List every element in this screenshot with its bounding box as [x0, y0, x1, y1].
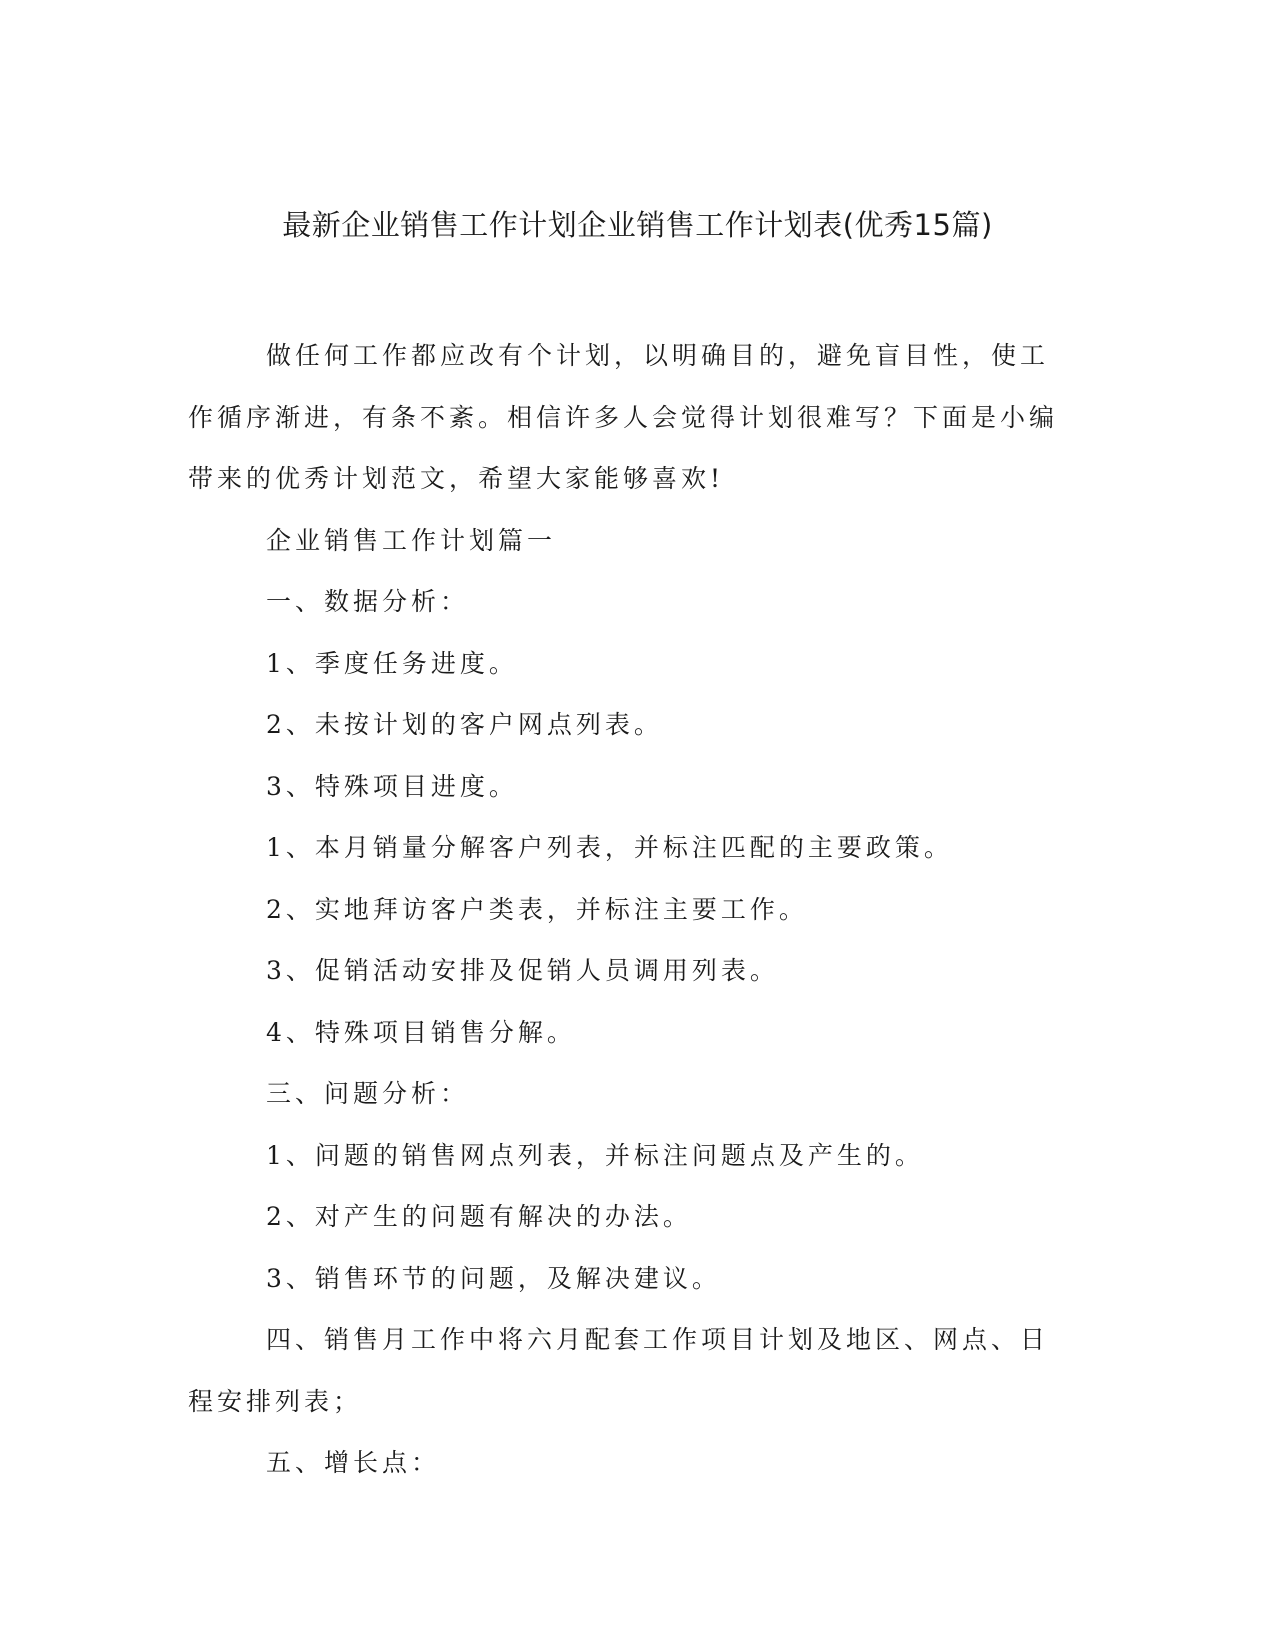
document-title: 最新企业销售工作计划企业销售工作计划表(优秀15篇) — [282, 208, 993, 242]
section-heading: 一、数据分析： — [266, 587, 470, 616]
list-item: 1、问题的销售网点列表，并标注问题点及产生的。 — [266, 1140, 924, 1170]
list-item: 3、促销活动安排及促销人员调用列表。 — [266, 956, 779, 985]
intro-paragraph: 做任何工作都应改有个计划，以明确目的，避免盲目性，使工作循序渐进，有条不紊。相信许多人会觉得计划很难写？下面是小编带来的优秀计划范文，希望大家能够喜欢! — [188, 341, 1059, 493]
section-paragraph: 四、销售月工作中将六月配套工作项目计划及地区、网点、日程安排列表； — [188, 1325, 1050, 1416]
section-heading: 五、增长点： — [266, 1448, 441, 1477]
section-heading: 企业销售工作计划篇一 — [266, 525, 557, 555]
list-item: 2、实地拜访客户类表，并标注主要工作。 — [266, 894, 808, 924]
list-item: 3、销售环节的问题，及解决建议。 — [266, 1263, 721, 1293]
list-item: 2、未按计划的客户网点列表。 — [266, 710, 663, 739]
list-item: 1、本月销量分解客户列表，并标注匹配的主要政策。 — [266, 833, 953, 862]
section-heading: 三、问题分析： — [266, 1079, 470, 1108]
list-item: 4、特殊项目销售分解。 — [266, 1017, 576, 1047]
list-item: 1、季度任务进度。 — [266, 648, 518, 678]
document-body — [188, 325, 1068, 1494]
list-item: 3、特殊项目进度。 — [266, 771, 518, 801]
list-item: 2、对产生的问题有解决的办法。 — [266, 1202, 692, 1231]
